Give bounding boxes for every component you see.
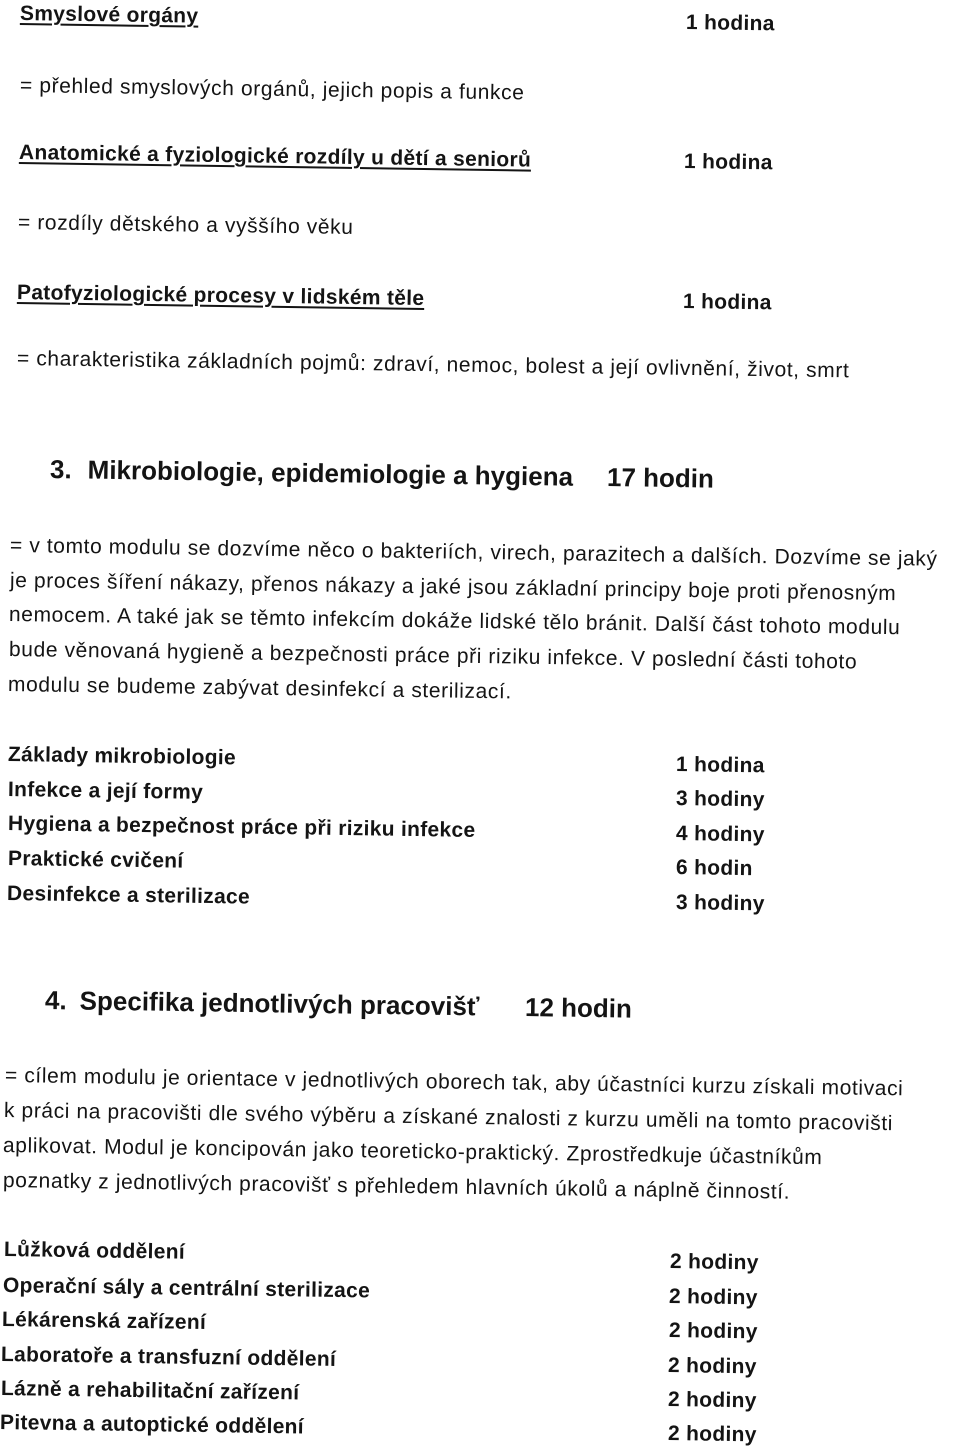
- module-item-name: Pitevna a autoptické oddělení: [0, 1411, 305, 1439]
- topic-hours: 1 hodina: [685, 11, 775, 36]
- module-item-hours: 2 hodiny: [667, 1388, 757, 1413]
- module-item-hours: 6 hodin: [675, 856, 753, 881]
- module-description-line: je proces šíření nákazy, přenos nákazy a jaké jsou základní principy boje proti přenosným: [9, 569, 897, 606]
- module-description-line: = v tomto modulu se dozvíme něco o bakteriích, virech, parazitech a dalších. Dozvíme se jaký: [9, 534, 938, 571]
- module-item-name: Základy mikrobiologie: [7, 743, 237, 770]
- module-item-hours: 3 hodiny: [675, 787, 765, 812]
- topic-title: Smyslové orgány: [19, 2, 199, 28]
- module-item-name: Hygiena a bezpečnost práce při riziku infekce: [7, 812, 476, 842]
- module-title: Specifika jednotlivých pracovišť: [79, 985, 480, 1022]
- topic-description: = rozdíly dětského a vyššího věku: [17, 211, 354, 239]
- module-item-hours: 2 hodiny: [667, 1354, 757, 1379]
- module-item-name: Laboratoře a transfuzní oddělení: [0, 1343, 337, 1371]
- module-item-name: Praktické cvičení: [7, 847, 184, 873]
- module-item-hours: 4 hodiny: [675, 822, 765, 847]
- module-item-hours: 2 hodiny: [668, 1319, 758, 1344]
- module-item-name: Lázně a rehabilitační zařízení: [0, 1377, 300, 1405]
- module-hours: 12 hodin: [524, 992, 633, 1024]
- module-description-line: nemocem. A také jak se těmto infekcím dokáže lidské tělo bránit. Další část tohoto modulu: [8, 603, 901, 640]
- module-description-line: bude věnovaná hygieně a bezpečnosti práce při riziku infekce. V poslední části tohoto: [8, 638, 858, 674]
- topic-title: Patofyziologické procesy v lidském těle: [16, 281, 425, 311]
- module-number: 4.: [44, 985, 67, 1016]
- module-item-name: Lůžková oddělení: [3, 1238, 186, 1264]
- module-item-hours: 2 hodiny: [669, 1250, 759, 1275]
- module-item-hours: 2 hodiny: [667, 1422, 757, 1447]
- module-title: Mikrobiologie, epidemiologie a hygiena: [87, 454, 574, 492]
- module-item-name: Desinfekce a sterilizace: [6, 882, 251, 909]
- module-hours: 17 hodin: [606, 462, 715, 494]
- module-item-hours: 2 hodiny: [668, 1285, 758, 1310]
- topic-hours: 1 hodina: [683, 150, 773, 175]
- topic-description: = charakteristika základních pojmů: zdraví, nemoc, bolest a její ovlivnění, život, smrt: [16, 347, 850, 383]
- module-description-line: aplikovat. Modul je koncipován jako teoreticko-praktický. Zprostředkuje účastníkům: [2, 1134, 823, 1170]
- module-item-name: Operační sály a centrální sterilizace: [2, 1274, 371, 1303]
- module-description-line: = cílem modulu je orientace v jednotlivých oborech tak, aby účastníci kurzu získali motivaci: [4, 1064, 904, 1101]
- module-heading: [45, 985, 480, 1022]
- module-item-name: Lékárenská zařízení: [1, 1308, 207, 1335]
- module-heading: [50, 454, 573, 493]
- topic-description: = přehled smyslových orgánů, jejich popis a funkce: [19, 74, 525, 105]
- module-item-hours: 3 hodiny: [675, 891, 765, 916]
- topic-title: Anatomické a fyziologické rozdíly u dětí a seniorů: [18, 141, 532, 172]
- module-item-hours: 1 hodina: [675, 753, 765, 778]
- module-description-line: k práci na pracovišti dle svého výběru a získané znalosti z kurzu uměli na tomto pracovišti: [3, 1099, 894, 1136]
- module-description-line: poznatky z jednotlivých pracovišť s přehledem hlavních úkolů a náplně činností.: [2, 1169, 791, 1204]
- module-description-line: modulu se budeme zabývat desinfekcí a sterilizací.: [7, 673, 513, 704]
- module-number: 3.: [49, 454, 72, 485]
- topic-hours: 1 hodina: [682, 290, 772, 315]
- module-item-name: Infekce a její formy: [7, 778, 204, 804]
